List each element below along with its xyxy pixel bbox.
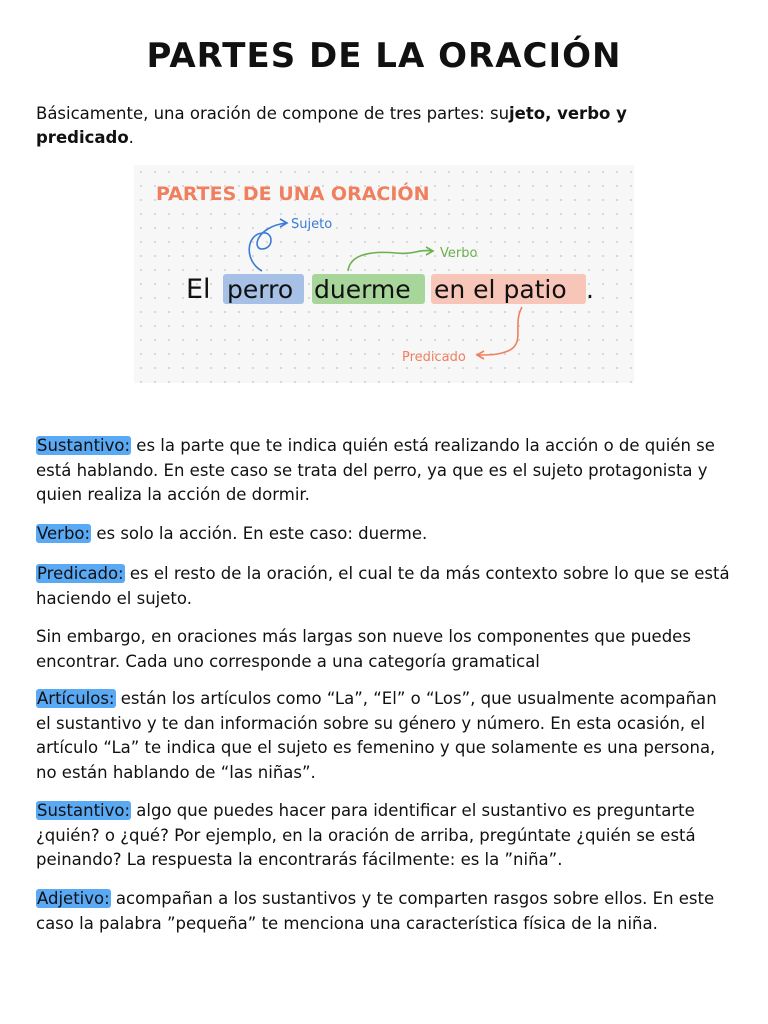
paragraph-adjetivo xyxy=(36,887,736,936)
label-sujeto: Sujeto xyxy=(291,217,333,232)
term-highlight: Sustantivo: xyxy=(37,436,131,455)
sentence-diagram xyxy=(134,165,634,383)
term-highlight: Artículos: xyxy=(37,689,115,708)
verbo-arrow xyxy=(348,251,432,271)
paragraph-text: es solo la acción. En este caso: duerme. xyxy=(91,524,428,543)
intro-period: . xyxy=(128,128,134,147)
intro-text: Básicamente, una oración de compone de tres partes: su xyxy=(36,104,510,123)
paragraph-text: es la parte que te indica quién está realizando la acción o de quién se está hablando. En este caso se trata del perro, ya que es el sujeto protagonista y quien realiza la acción de dormir. xyxy=(36,436,715,504)
paragraph-text: es el resto de la oración, el cual te da más contexto sobre lo que se está haciendo el sujeto. xyxy=(36,564,730,608)
word-el: El xyxy=(186,274,211,305)
paragraph-sustantivo-1 xyxy=(36,434,736,508)
page-title: PARTES DE LA ORACIÓN xyxy=(146,36,622,76)
predicado-arrow xyxy=(478,307,522,355)
term-highlight: Adjetivo: xyxy=(37,889,110,908)
paragraph-text: acompañan a los sustantivos y te comparten rasgos sobre ellos. En este caso la palabra ”pequeña” te menciona una característica física de la niña. xyxy=(36,889,715,933)
paragraph-verbo xyxy=(36,522,736,547)
intro-bold-terms: jeto, verbo y xyxy=(509,104,627,123)
intro-bold-predicado: predicado xyxy=(36,128,129,147)
term-highlight: Sustantivo: xyxy=(37,801,131,820)
sujeto-arrow xyxy=(249,223,286,271)
label-verbo: Verbo xyxy=(440,246,478,261)
words-en-el-patio: en el patio xyxy=(434,275,567,304)
paragraph-componentes xyxy=(36,625,736,674)
intro-paragraph xyxy=(36,102,736,150)
label-predicado: Predicado xyxy=(402,350,466,365)
paragraph-text: algo que puedes hacer para identificar el sustantivo es preguntarte ¿quién? o ¿qué? Por ejemplo, en la oración de arriba, pregúntate ¿quién se está peinando? La respuesta la encontrarás fácilmente: es la ”niña”. xyxy=(36,801,696,869)
paragraph-text: Sin embargo, en oraciones más largas son nueve los componentes que puedes encontrar. Cada uno corresponde a una categoría gramatical xyxy=(36,627,691,671)
paragraph-articulos xyxy=(36,687,736,785)
paragraph-text: están los artículos como “La”, “El” o “Los”, que usualmente acompañan el sustantivo y te dan información sobre su género y número. En esta ocasión, el artículo “La” te indica que el sujeto es femenino y que solamente es una persona, no están hablando de “las niñas”. xyxy=(36,689,717,782)
sentence-period: . xyxy=(586,275,594,304)
word-duerme: duerme xyxy=(314,275,411,304)
term-highlight: Verbo: xyxy=(37,524,91,543)
term-highlight: Predicado: xyxy=(37,564,124,583)
paragraph-sustantivo-2 xyxy=(36,799,736,873)
diagram-heading: PARTES DE UNA ORACIÓN xyxy=(156,183,430,205)
sentence-diagram-svg xyxy=(134,165,634,383)
word-perro: perro xyxy=(227,275,294,304)
paragraph-predicado xyxy=(36,562,736,611)
